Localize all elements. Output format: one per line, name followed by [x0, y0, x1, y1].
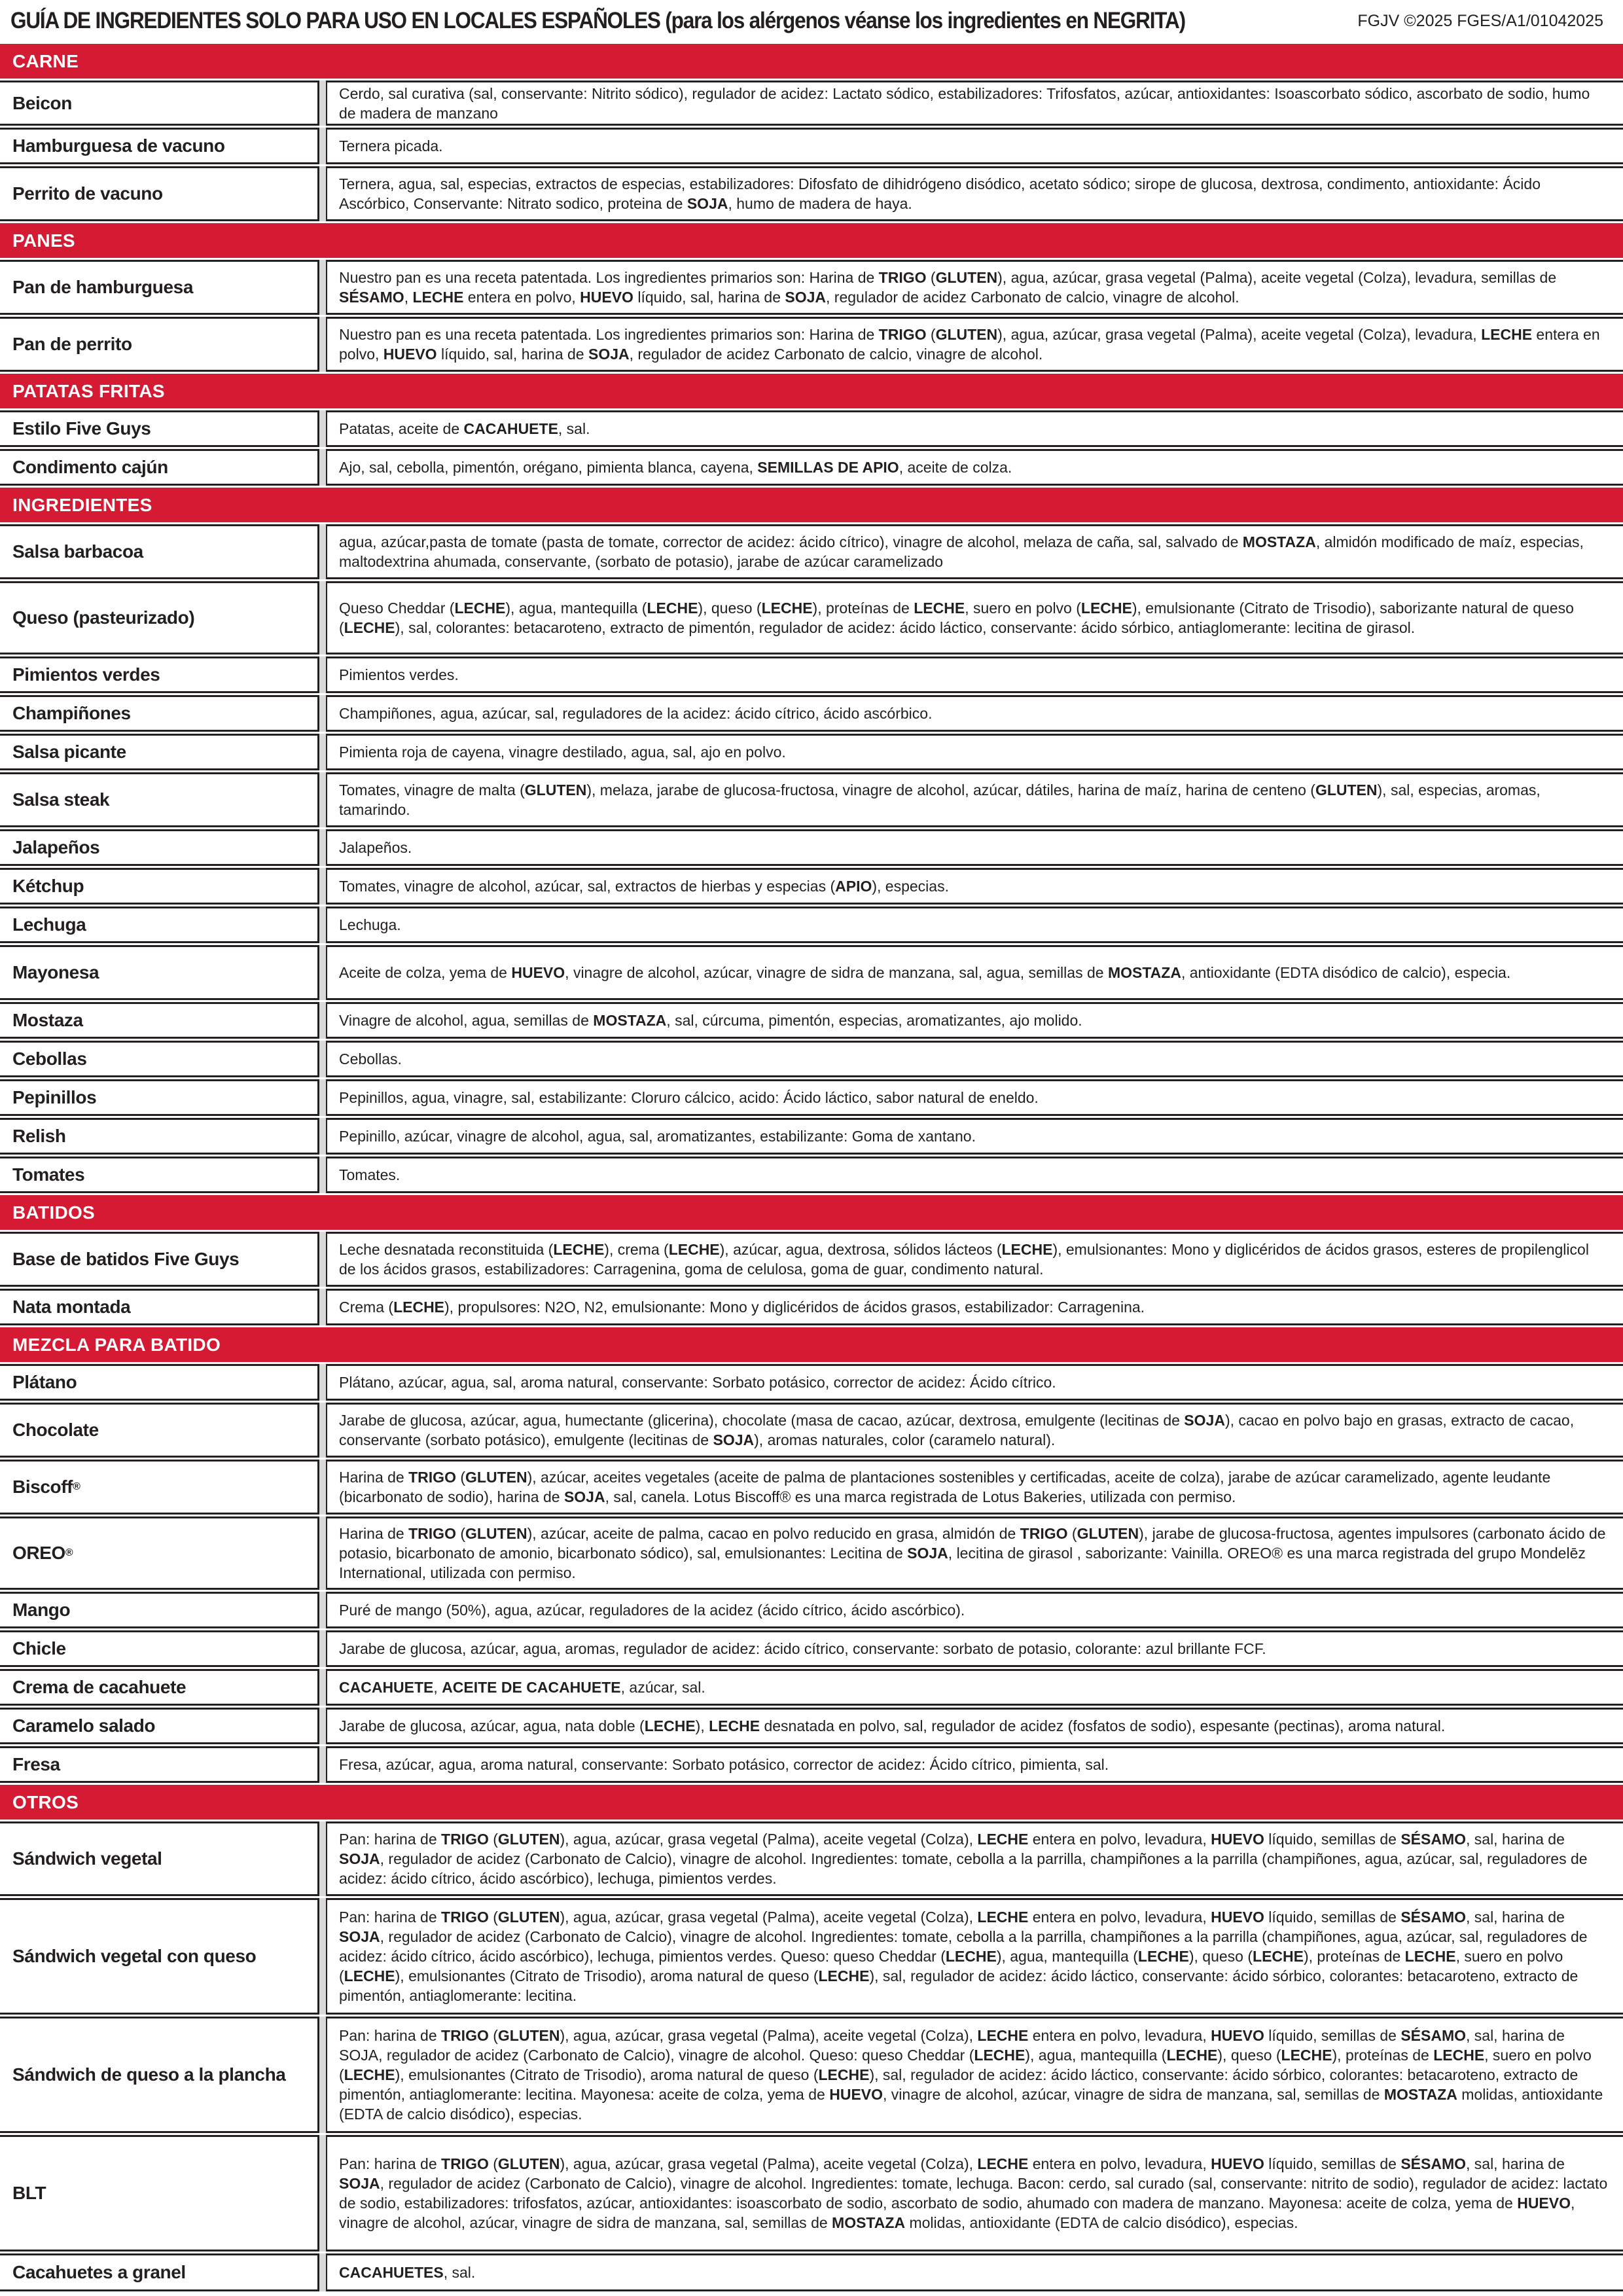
table-row [0, 81, 1623, 128]
column-divider [319, 829, 326, 866]
column-divider [319, 1516, 326, 1590]
ingredients-text: Jarabe de glucosa, azúcar, agua, humectante (glicerina), chocolate (masa de cacao, azúcar, dextrosa, emulgente (lecitinas de SOJA), cacao en polvo bajo en grasas, extracto de cacao, conservante (sorbato potásico), emulgente (lecitinas de SOJA), aromas naturales, color (caramelo natural). [326, 1403, 1623, 1458]
ingredients-text: Queso Cheddar (LECHE), agua, mantequilla (LECHE), queso (LECHE), proteínas de LECHE, suero en polvo (LECHE), emulsionante (Citrato de Trisodio), saborizante natural de queso (LECHE), sal, colorantes: betacaroteno, extracto de pimentón, regulador de acidez: ácido láctico, conservante: ácido sórbico, antiaglomerante: lecitina de girasol. [326, 581, 1623, 655]
column-divider [319, 1708, 326, 1744]
ingredients-text: Aceite de colza, yema de HUEVO, vinagre de alcohol, azúcar, vinagre de sidra de manzana, sal, agua, semillas de MOSTAZA, antioxidante (EDTA disódico de calcio), especia. [326, 945, 1623, 1000]
section-header-carne: CARNE [0, 44, 1623, 81]
product-name: Tomates [0, 1157, 319, 1193]
table-row [0, 868, 1623, 906]
ingredients-text: Tomates. [326, 1157, 1623, 1193]
ingredients-text: Pan: harina de TRIGO (GLUTEN), agua, azúcar, grasa vegetal (Palma), aceite vegetal (Colza), LECHE entera en polvo, levadura, HUEVO líquido, semillas de SÉSAMO, sal, harina de SOJA, regulador de acidez (Carbonato de Calcio), vinagre de alcohol. Ingredientes: tomate, cebolla a la parrilla, champiñones a la parrilla (champiñones, agua, azúcar, sal, reguladores de acidez: ácido cítrico, ácido ascórbico), lechuga, pimientos verdes. [326, 1821, 1623, 1896]
ingredients-text: Ajo, sal, cebolla, pimentón, orégano, pimienta blanca, cayena, SEMILLAS DE APIO, aceite de colza. [326, 449, 1623, 486]
column-divider [319, 524, 326, 579]
ingredients-text: Ternera, agua, sal, especias, extractos de especias, estabilizadores: Difosfato de dihidrógeno disódico, acetato sódico; sirope de glucosa, dextrosa, condimento, antioxidante: Ácido Ascórbico, Conservante: Nitrato sodico, proteina de SOJA, humo de madera de haya. [326, 166, 1623, 221]
ingredients-text: Tomates, vinagre de malta (GLUTEN), melaza, jarabe de glucosa-fructosa, vinagre de alcohol, azúcar, dátiles, harina de maíz, harina de centeno (GLUTEN), sal, especias, aromas, tamarindo. [326, 772, 1623, 827]
product-name: Kétchup [0, 868, 319, 905]
product-name: Mayonesa [0, 945, 319, 1000]
ingredients-text: Pimienta roja de cayena, vinagre destilado, agua, sal, ajo en polvo. [326, 734, 1623, 770]
table-row [0, 656, 1623, 695]
table-row [0, 945, 1623, 1002]
column-divider [319, 1079, 326, 1116]
section-header-panes: PANES [0, 223, 1623, 260]
table-row [0, 2017, 1623, 2135]
column-divider [319, 1821, 326, 1896]
column-divider [319, 1041, 326, 1077]
ingredients-text: Pepinillos, agua, vinagre, sal, estabilizante: Cloruro cálcico, acido: Ácido láctico, sabor natural de eneldo. [326, 1079, 1623, 1116]
ingredients-table [0, 44, 1623, 2291]
product-name: Cacahuetes a granel [0, 2253, 319, 2291]
table-row [0, 2135, 1623, 2253]
ingredients-text: Plátano, azúcar, agua, sal, aroma natural, conservante: Sorbato potásico, corrector de acidez: Ácido cítrico. [326, 1364, 1623, 1401]
section-header-batidos: BATIDOS [0, 1195, 1623, 1232]
ingredients-text: Jalapeños. [326, 829, 1623, 866]
table-row [0, 1289, 1623, 1327]
section-header-otros: OTROS [0, 1785, 1623, 1821]
column-divider [319, 734, 326, 770]
ingredients-text: Cebollas. [326, 1041, 1623, 1077]
table-row [0, 128, 1623, 166]
product-name: Relish [0, 1118, 319, 1155]
ingredients-text: Ternera picada. [326, 128, 1623, 164]
table-row [0, 1516, 1623, 1592]
table-row [0, 1002, 1623, 1041]
table-row [0, 166, 1623, 223]
column-divider [319, 2135, 326, 2251]
product-name: Caramelo salado [0, 1708, 319, 1744]
table-row [0, 1898, 1623, 2017]
table-row [0, 449, 1623, 488]
column-divider [319, 1669, 326, 1706]
table-row [0, 1460, 1623, 1516]
table-row [0, 1403, 1623, 1460]
table-row [0, 1232, 1623, 1289]
product-name: Perrito de vacuno [0, 166, 319, 221]
product-name: Salsa steak [0, 772, 319, 827]
product-name: Fresa [0, 1746, 319, 1783]
column-divider [319, 2017, 326, 2133]
column-divider [319, 1898, 326, 2015]
table-row [0, 906, 1623, 945]
column-divider [319, 449, 326, 486]
table-row [0, 1669, 1623, 1708]
ingredients-text: Pepinillo, azúcar, vinagre de alcohol, agua, sal, aromatizantes, estabilizante: Goma de xantano. [326, 1118, 1623, 1155]
ingredients-text: Nuestro pan es una receta patentada. Los ingredientes primarios son: Harina de TRIGO (GLUTEN), agua, azúcar, grasa vegetal (Palma), aceite vegetal (Colza), levadura, LECHE entera en polvo, HUEVO líquido, sal, harina de SOJA, regulador de acidez Carbonato de calcio, vinagre de alcohol. [326, 317, 1623, 372]
column-divider [319, 1403, 326, 1458]
ingredients-text: Tomates, vinagre de alcohol, azúcar, sal, extractos de hierbas y especias (APIO), especias. [326, 868, 1623, 905]
table-row [0, 1118, 1623, 1157]
product-name: Chicle [0, 1630, 319, 1667]
column-divider [319, 945, 326, 1000]
column-divider [319, 868, 326, 905]
ingredients-text: Jarabe de glucosa, azúcar, agua, aromas, regulador de acidez: ácido cítrico, conservante: sorbato de potasio, colorante: azul brillante FCF. [326, 1630, 1623, 1667]
column-divider [319, 2253, 326, 2291]
table-row [0, 581, 1623, 656]
product-name: Salsa picante [0, 734, 319, 770]
product-name: Pepinillos [0, 1079, 319, 1116]
ingredients-text: Patatas, aceite de CACAHUETE, sal. [326, 410, 1623, 447]
column-divider [319, 1232, 326, 1287]
table-row [0, 260, 1623, 317]
product-name: Crema de cacahuete [0, 1669, 319, 1706]
product-name: Estilo Five Guys [0, 410, 319, 447]
table-row [0, 734, 1623, 772]
product-name: Sándwich vegetal [0, 1821, 319, 1896]
table-row [0, 1041, 1623, 1079]
ingredients-text: Crema (LECHE), propulsores: N2O, N2, emulsionante: Mono y diglicéridos de ácidos grasos, estabilizador: Carragenina. [326, 1289, 1623, 1325]
table-row [0, 1157, 1623, 1195]
column-divider [319, 581, 326, 655]
column-divider [319, 906, 326, 943]
column-divider [319, 410, 326, 447]
table-row [0, 410, 1623, 449]
ingredients-text: Puré de mango (50%), agua, azúcar, reguladores de la acidez (ácido cítrico, ácido ascórbico). [326, 1592, 1623, 1628]
product-name: Mostaza [0, 1002, 319, 1039]
ingredients-text: Pimientos verdes. [326, 656, 1623, 693]
column-divider [319, 1364, 326, 1401]
column-divider [319, 260, 326, 315]
product-name: Lechuga [0, 906, 319, 943]
product-name: Chocolate [0, 1403, 319, 1458]
page-header [0, 0, 1623, 42]
column-divider [319, 166, 326, 221]
ingredients-text: Champiñones, agua, azúcar, sal, reguladores de la acidez: ácido cítrico, ácido ascórbico. [326, 695, 1623, 732]
product-name: Mango [0, 1592, 319, 1628]
product-name: Plátano [0, 1364, 319, 1401]
ingredients-text: CACAHUETE, ACEITE DE CACAHUETE, azúcar, sal. [326, 1669, 1623, 1706]
column-divider [319, 1746, 326, 1783]
column-divider [319, 772, 326, 827]
column-divider [319, 1157, 326, 1193]
ingredients-text: Harina de TRIGO (GLUTEN), azúcar, aceite de palma, cacao en polvo reducido en grasa, almidón de TRIGO (GLUTEN), jarabe de glucosa-fructosa, agentes impulsores (carbonato ácido de potasio, bicarbonato de amonio, bicarbonato sódico), sal, emulsionantes: Lecitina de SOJA, lecitina de girasol , saborizante: Vainilla. OREO® es una marca registrada del grupo Mondelēz International, utilizada con permiso. [326, 1516, 1623, 1590]
section-header-ingredientes: INGREDIENTES [0, 488, 1623, 524]
product-name: Sándwich de queso a la plancha [0, 2017, 319, 2133]
table-row [0, 1079, 1623, 1118]
column-divider [319, 1118, 326, 1155]
ingredients-text: CACAHUETES, sal. [326, 2253, 1623, 2291]
table-row [0, 1708, 1623, 1746]
product-name: Pimientos verdes [0, 656, 319, 693]
table-row [0, 1821, 1623, 1898]
product-name: BLT [0, 2135, 319, 2251]
product-name: Jalapeños [0, 829, 319, 866]
table-row [0, 2253, 1623, 2291]
column-divider [319, 1460, 326, 1515]
document-code: FGJV ©2025 FGES/A1/01042025 [1357, 11, 1603, 30]
section-header-patatas-fritas: PATATAS FRITAS [0, 374, 1623, 410]
ingredients-text: Jarabe de glucosa, azúcar, agua, nata doble (LECHE), LECHE desnatada en polvo, sal, regulador de acidez (fosfatos de sodio), espesante (pectinas), aroma natural. [326, 1708, 1623, 1744]
ingredients-text: Cerdo, sal curativa (sal, conservante: Nitrito sódico), regulador de acidez: Lactato sódico, estabilizadores: Trifosfatos, azúcar, antioxidantes: Isoascorbato sódico, ascorbato de sodio, humo de madera de manzano [326, 81, 1623, 126]
table-row [0, 1630, 1623, 1669]
table-row [0, 1364, 1623, 1403]
product-name: Beicon [0, 81, 319, 126]
ingredients-text: Lechuga. [326, 906, 1623, 943]
table-row [0, 829, 1623, 868]
ingredients-text: agua, azúcar,pasta de tomate (pasta de tomate, corrector de acidez: ácido cítrico), vinagre de alcohol, melaza de caña, sal, salvado de MOSTAZA, almidón modificado de maíz, especias, maltodextrina ahumada, conservante, (sorbato de potasio), jarabe de azúcar caramelizado [326, 524, 1623, 579]
ingredients-text: Pan: harina de TRIGO (GLUTEN), agua, azúcar, grasa vegetal (Palma), aceite vegetal (Colza), LECHE entera en polvo, levadura, HUEVO líquido, semillas de SÉSAMO, sal, harina de SOJA, regulador de acidez (Carbonato de Calcio), vinagre de alcohol. Queso: queso Cheddar (LECHE), agua, mantequilla (LECHE), queso (LECHE), proteínas de LECHE, suero en polvo (LECHE), emulsionantes (Citrato de Trisodio), aroma natural de queso (LECHE), sal, regulador de acidez: ácido láctico, conservante: ácido sórbico, colorantes: betacaroteno, extracto de pimentón, antiaglomerante: lecitina. Mayonesa: aceite de colza, yema de HUEVO, vinagre de alcohol, azúcar, vinagre de sidra de manzana, sal, semillas de MOSTAZA molidas, antioxidante (EDTA de calcio disódico), especias. [326, 2017, 1623, 2133]
product-name: Pan de perrito [0, 317, 319, 372]
product-name: Biscoff ® [0, 1460, 319, 1515]
column-divider [319, 81, 326, 126]
column-divider [319, 1630, 326, 1667]
table-row [0, 1746, 1623, 1785]
table-row [0, 1592, 1623, 1630]
product-name: Salsa barbacoa [0, 524, 319, 579]
page-title: GUÍA DE INGREDIENTES SOLO PARA USO EN LOCALES ESPAÑOLES (para los alérgenos véanse los ingredientes en NEGRITA) [10, 8, 1185, 33]
product-name: Champiñones [0, 695, 319, 732]
product-name: Hamburguesa de vacuno [0, 128, 319, 164]
column-divider [319, 1592, 326, 1628]
product-name: Condimento cajún [0, 449, 319, 486]
product-name: Sándwich vegetal con queso [0, 1898, 319, 2015]
ingredients-text: Vinagre de alcohol, agua, semillas de MOSTAZA, sal, cúrcuma, pimentón, especias, aromatizantes, ajo molido. [326, 1002, 1623, 1039]
section-header-mezcla-para-batido: MEZCLA PARA BATIDO [0, 1327, 1623, 1364]
column-divider [319, 695, 326, 732]
column-divider [319, 656, 326, 693]
table-row [0, 317, 1623, 374]
product-name: Queso (pasteurizado) [0, 581, 319, 655]
column-divider [319, 317, 326, 372]
ingredients-text: Pan: harina de TRIGO (GLUTEN), agua, azúcar, grasa vegetal (Palma), aceite vegetal (Colza), LECHE entera en polvo, levadura, HUEVO líquido, semillas de SÉSAMO, sal, harina de SOJA, regulador de acidez (Carbonato de Calcio), vinagre de alcohol. Ingredientes: tomate, cebolla a la parrilla, champiñones a la parrilla (champiñones, agua, azúcar, sal, reguladores de acidez: ácido cítrico, ácido ascórbico), lechuga, pimientos verdes. Queso: queso Cheddar (LECHE), agua, mantequilla (LECHE), queso (LECHE), proteínas de LECHE, suero en polvo (LECHE), emulsionantes (Citrato de Trisodio), aroma natural de queso (LECHE), sal, regulador de acidez: ácido láctico, conservante: ácido sórbico, colorantes: betacaroteno, extracto de pimentón, antiaglomerante: lecitina. [326, 1898, 1623, 2015]
ingredients-text: Fresa, azúcar, agua, aroma natural, conservante: Sorbato potásico, corrector de acidez: Ácido cítrico, pimienta, sal. [326, 1746, 1623, 1783]
ingredients-text: Nuestro pan es una receta patentada. Los ingredientes primarios son: Harina de TRIGO (GLUTEN), agua, azúcar, grasa vegetal (Palma), aceite vegetal (Colza), levadura, semillas de SÉSAMO, LECHE entera en polvo, HUEVO líquido, sal, harina de SOJA, regulador de acidez Carbonato de calcio, vinagre de alcohol. [326, 260, 1623, 315]
product-name: Base de batidos Five Guys [0, 1232, 319, 1287]
product-name: OREO ® [0, 1516, 319, 1590]
ingredients-text: Leche desnatada reconstituida (LECHE), crema (LECHE), azúcar, agua, dextrosa, sólidos lácteos (LECHE), emulsionantes: Mono y diglicéridos de ácidos grasos, esteres de propilenglicol de los ácidos grasos, estabilizadores: Carragenina, goma de celulosa, goma de guar, condimento natural. [326, 1232, 1623, 1287]
product-name: Nata montada [0, 1289, 319, 1325]
ingredients-text: Harina de TRIGO (GLUTEN), azúcar, aceites vegetales (aceite de palma de plantaciones sostenibles y certificadas, aceite de colza), jarabe de azúcar caramelizado, agente leudante (bicarbonato de sodio), harina de SOJA, sal, canela. Lotus Biscoff® es una marca registrada de Lotus Bakeries, utilizada con permiso. [326, 1460, 1623, 1515]
ingredients-text: Pan: harina de TRIGO (GLUTEN), agua, azúcar, grasa vegetal (Palma), aceite vegetal (Colza), LECHE entera en polvo, levadura, HUEVO líquido, semillas de SÉSAMO, sal, harina de SOJA, regulador de acidez (Carbonato de Calcio), vinagre de alcohol. Ingredientes: tomate, lechuga. Bacon: cerdo, sal curado (sal, conservante: nitrito de sodio), regulador de acidez: lactato de sodio, estabilizadores: trifosfatos, azúcar, antioxidantes: isoascorbato de sodio, ascorbato de sodio, ahumado con madera de manzano. Mayonesa: aceite de colza, yema de HUEVO, vinagre de alcohol, azúcar, vinagre de sidra de manzana, sal, semillas de MOSTAZA molidas, antioxidante (EDTA de calcio disódico), especias. [326, 2135, 1623, 2251]
product-name: Cebollas [0, 1041, 319, 1077]
table-row [0, 772, 1623, 829]
column-divider [319, 128, 326, 164]
product-name: Pan de hamburguesa [0, 260, 319, 315]
column-divider [319, 1289, 326, 1325]
table-row [0, 695, 1623, 734]
table-row [0, 524, 1623, 581]
column-divider [319, 1002, 326, 1039]
